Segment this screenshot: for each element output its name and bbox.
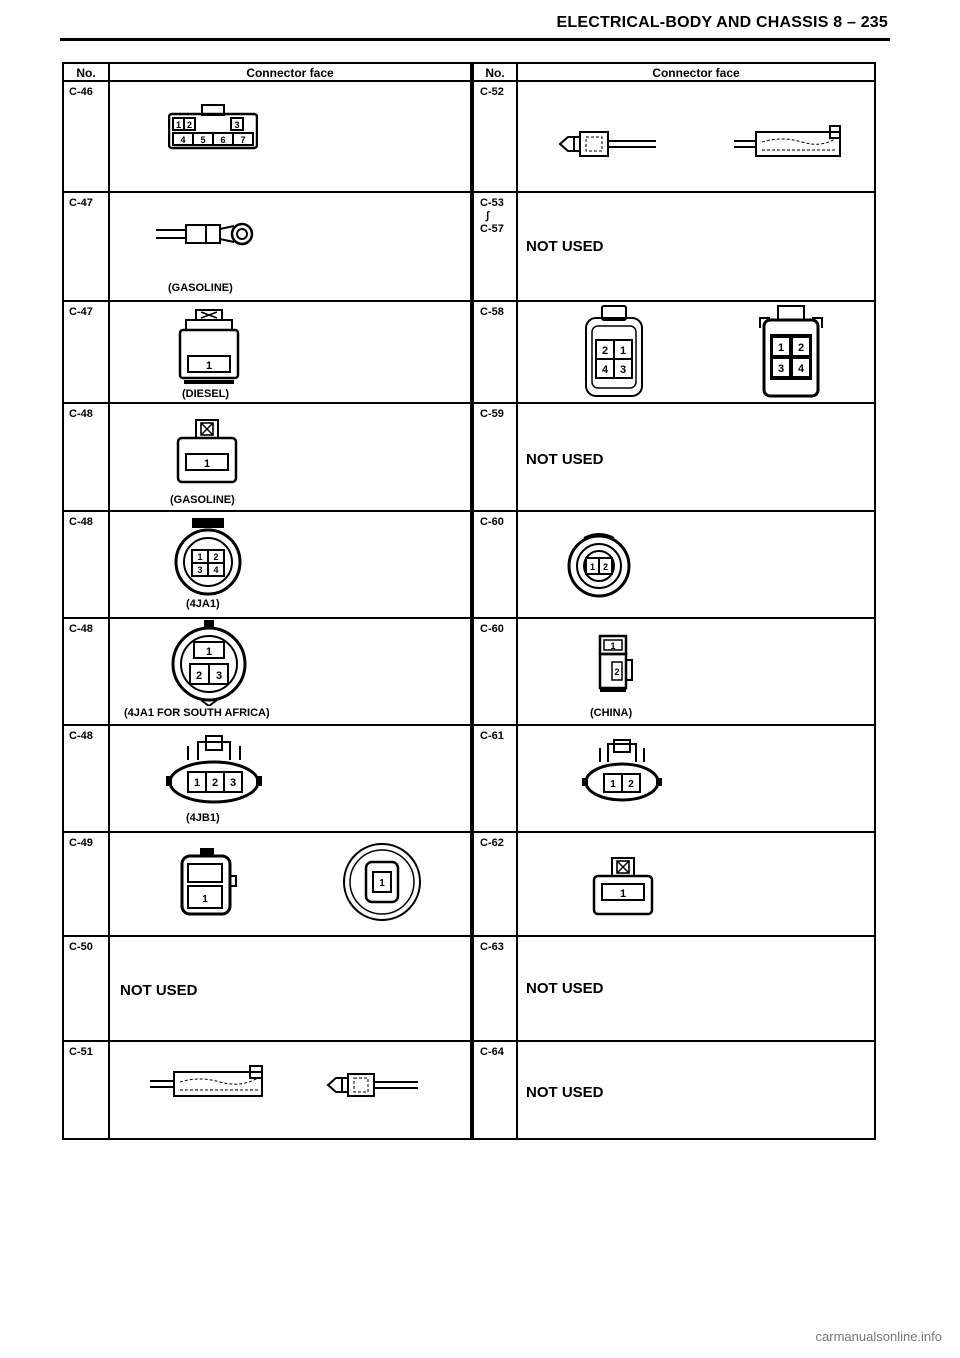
pin-label: 6 <box>220 135 226 145</box>
row-divider <box>64 402 874 404</box>
watermark: carmanualsonline.info <box>815 1329 942 1344</box>
connector-face-c60 <box>566 526 632 602</box>
ring-terminal-icon <box>156 214 266 254</box>
pin-label: 4 <box>180 135 186 145</box>
pin-label: 3 <box>229 777 237 789</box>
pin-label: 1 <box>205 360 213 372</box>
pin-label: 2 <box>602 562 609 572</box>
pin-label: 4 <box>601 364 609 376</box>
pin-label: 1 <box>205 646 213 658</box>
connector-no: C-47 <box>69 197 93 209</box>
connector-face-c47-diesel <box>174 308 244 386</box>
not-used-label: NOT USED <box>120 982 198 999</box>
header-rule <box>60 38 890 41</box>
connector-face-c49-b <box>340 836 424 926</box>
male-terminal-icon <box>558 126 658 162</box>
pin-label: 1 <box>619 888 627 900</box>
not-used-label: NOT USED <box>526 451 604 468</box>
connector-face-c62 <box>590 856 656 918</box>
pin-label: 2 <box>211 777 219 789</box>
row-divider <box>64 831 874 833</box>
connector-face-c61 <box>580 738 664 806</box>
col-divider <box>108 64 110 1138</box>
range-from: C-53 <box>480 197 504 209</box>
pin-label: 3 <box>215 670 223 682</box>
connector-no: C-47 <box>69 306 93 318</box>
connector-face-c48-4jb1 <box>164 734 264 806</box>
pin-label: 1 <box>197 552 203 562</box>
connector-no: C-48 <box>69 623 93 635</box>
variant-caption: (DIESEL) <box>182 388 230 400</box>
row-divider <box>64 617 874 619</box>
connector-face-c48-gasoline <box>174 416 240 486</box>
female-terminal-icon <box>150 1064 270 1104</box>
col-divider <box>516 64 518 1138</box>
connector-no: C-61 <box>480 730 504 742</box>
pin-label: 2 <box>601 345 609 357</box>
pin-label: 5 <box>200 135 206 145</box>
row-divider <box>64 191 874 193</box>
connector-no: C-60 <box>480 516 504 528</box>
pin-label: 1 <box>175 120 182 130</box>
variant-caption: (4JA1) <box>186 598 220 610</box>
connector-face-c46 <box>168 102 258 150</box>
pin-label: 1 <box>379 878 385 889</box>
connector-no: C-48 <box>69 408 93 420</box>
connector-no: C-64 <box>480 1046 504 1058</box>
pin-label: 3 <box>197 565 203 575</box>
not-used-label: NOT USED <box>526 980 604 997</box>
connector-no: C-46 <box>69 86 93 98</box>
range-mark: ∫ <box>486 210 490 222</box>
row-divider <box>64 510 874 512</box>
not-used-label: NOT USED <box>526 1084 604 1101</box>
male-terminal-icon <box>326 1068 420 1102</box>
connector-face-c58-b <box>756 304 826 400</box>
pin-label: 3 <box>777 363 785 375</box>
pin-label: 1 <box>619 345 627 357</box>
connector-face-c48-south-africa <box>168 620 250 706</box>
connector-no-range <box>480 197 504 236</box>
connector-face-c58-a <box>582 304 646 400</box>
header-no-left: No. <box>76 66 96 80</box>
header-face-left: Connector face <box>246 66 334 80</box>
connector-no: C-58 <box>480 306 504 318</box>
header-divider <box>64 80 874 82</box>
pin-label: 3 <box>619 364 627 376</box>
pin-label: 2 <box>797 342 805 354</box>
connector-no: C-49 <box>69 837 93 849</box>
header-face-right: Connector face <box>652 66 740 80</box>
variant-caption: (4JB1) <box>186 812 220 824</box>
connector-no: C-60 <box>480 623 504 635</box>
header-no-right: No. <box>485 66 505 80</box>
variant-caption: (GASOLINE) <box>168 282 233 294</box>
row-divider <box>64 1040 874 1042</box>
not-used-label: NOT USED <box>526 238 604 255</box>
pin-label: 1 <box>203 458 211 470</box>
pin-label: 4 <box>213 565 219 575</box>
connector-no: C-51 <box>69 1046 93 1058</box>
pin-label: 1 <box>610 641 616 651</box>
female-terminal-icon <box>734 124 846 164</box>
row-divider <box>64 300 874 302</box>
pin-label: 2 <box>213 552 219 562</box>
row-divider <box>64 724 874 726</box>
connector-no: C-62 <box>480 837 504 849</box>
pin-label: 1 <box>589 562 596 572</box>
connector-face-c48-4ja1 <box>172 518 244 598</box>
connector-table <box>62 62 876 1140</box>
pin-label: 2 <box>186 120 193 130</box>
variant-caption: (GASOLINE) <box>170 494 235 506</box>
pin-label: 7 <box>240 135 246 145</box>
pin-label: 2 <box>614 667 620 677</box>
connector-no: C-50 <box>69 941 93 953</box>
center-divider <box>470 64 474 1138</box>
pin-label: 1 <box>193 777 201 789</box>
connector-no: C-48 <box>69 516 93 528</box>
connector-face-c60-china <box>594 634 634 694</box>
variant-caption: (4JA1 FOR SOUTH AFRICA) <box>124 707 270 719</box>
range-to: C-57 <box>480 223 504 235</box>
row-divider <box>64 935 874 937</box>
pin-label: 1 <box>202 894 208 905</box>
pin-label: 4 <box>797 363 805 375</box>
pin-label: 1 <box>610 779 616 790</box>
pin-label: 2 <box>195 670 203 682</box>
connector-no: C-52 <box>480 86 504 98</box>
connector-no: C-59 <box>480 408 504 420</box>
pin-label: 1 <box>777 342 785 354</box>
variant-caption: (CHINA) <box>590 707 633 719</box>
pin-label: 3 <box>234 120 240 130</box>
pin-label: 2 <box>628 779 634 790</box>
connector-no: C-48 <box>69 730 93 742</box>
connector-no: C-63 <box>480 941 504 953</box>
page-header: ELECTRICAL-BODY AND CHASSIS 8 – 235 <box>556 14 888 31</box>
connector-face-c49-a <box>174 846 240 918</box>
